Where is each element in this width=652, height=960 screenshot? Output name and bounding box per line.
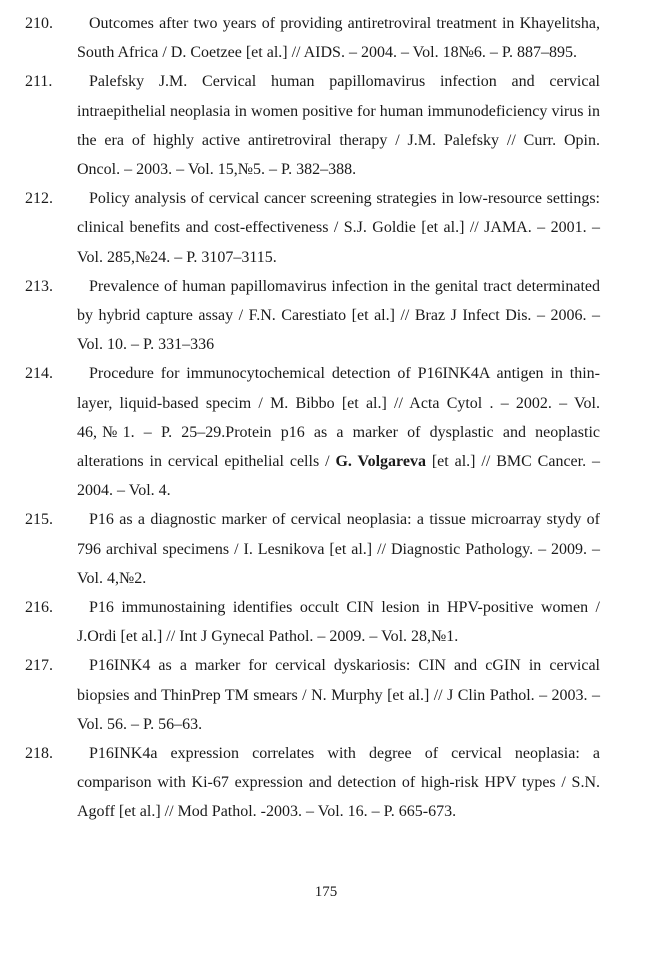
reference-text: P16 immunostaining identifies occult CIN lesion in HPV-positive women / J.Ordi [et al.] // Int J Gynecal Pathol. – 2009. – Vol. 28,№1.: [77, 599, 600, 646]
reference-number: 214.: [25, 365, 53, 383]
reference-210: [25, 9, 600, 67]
reference-213: [25, 272, 600, 360]
reference-text: Prevalence of human papillomavirus infection in the genital tract determinated by hybrid capture assay / F.N. Carestiato [et al.] // Braz J Infect Dis. – 2006. – Vol. 10. – P. 331–336: [77, 277, 600, 354]
reference-text: Outcomes after two years of providing antiretroviral treatment in Khayelitsha, South Africa / D. Coetzee [et al.] // AIDS. – 2004. – Vol. 18№6. – P. 887–895.: [77, 15, 600, 62]
reference-number: 218.: [25, 745, 53, 763]
reference-text: Policy analysis of cervical cancer screening strategies in low-resource settings: clinical benefits and cost-effectiveness / S.J. Goldie [et al.] // JAMA. – 2001. – Vol. 285,№24. – P. 3107–3115.: [77, 190, 600, 266]
reference-211: [25, 67, 600, 184]
reference-215: [25, 505, 600, 593]
reference-author-bold: G. Volgareva: [335, 453, 426, 471]
reference-218: [25, 739, 600, 827]
reference-number: 210.: [25, 15, 53, 32]
reference-217: [25, 651, 600, 739]
reference-212: [25, 184, 600, 272]
reference-text: Procedure for immunocytochemical detection of P16INK4A antigen in thin-layer, liquid-based specim / M. Bibbo [et al.] // Acta Cytol . – 2002. – Vol. 46,№1. – P. 25–29.Protein p16 as a marker of dysplastic and neoplastic alterations in cervical epithelial cells /: [77, 365, 600, 471]
reference-214: [25, 359, 601, 505]
reference-number: 213.: [25, 277, 53, 295]
reference-text: P16INK4 as a marker for cervical dyskariosis: CIN and cGIN in cervical biopsies and ThinPrep TM smears / N. Murphy [et al.] // J Clin Pathol. – 2003. – Vol. 56. – P. 56–63.: [77, 657, 600, 733]
reference-216: [25, 593, 600, 651]
reference-text: P16 as a diagnostic marker of cervical neoplasia: a tissue microarray stydy of 796 archival specimens / I. Lesnikova [et al.] // Diagnostic Pathology. – 2009. – Vol. 4,№2.: [77, 511, 600, 587]
reference-number: 216.: [25, 599, 53, 617]
reference-number: 212.: [25, 190, 53, 208]
reference-text: P16INK4a expression correlates with degree of cervical neoplasia: a comparison with Ki-67 expression and detection of high-risk HPV types / S.N. Agoff [et al.] // Mod Pathol. -2003. – Vol. 16. – P. 665-673.: [77, 745, 600, 821]
reference-text: Palefsky J.M. Cervical human papillomavirus infection and cervical intraepithelial neoplasia in women positive for human immunodeficiency virus in the era of highly active antiretroviral therapy / J.M. Palefsky // Curr. Opin. Oncol. – 2003. – Vol. 15,№5. – P. 382–388.: [77, 73, 600, 179]
reference-number: 217.: [25, 657, 53, 675]
reference-number: 215.: [25, 511, 53, 529]
page-number: 175: [314, 884, 338, 900]
reference-number: 211.: [25, 73, 53, 91]
reference-list: [0, 9, 652, 827]
reference-text-end: [et al.] // BMC Cancer. – 2004. – Vol. 4.: [77, 453, 601, 500]
